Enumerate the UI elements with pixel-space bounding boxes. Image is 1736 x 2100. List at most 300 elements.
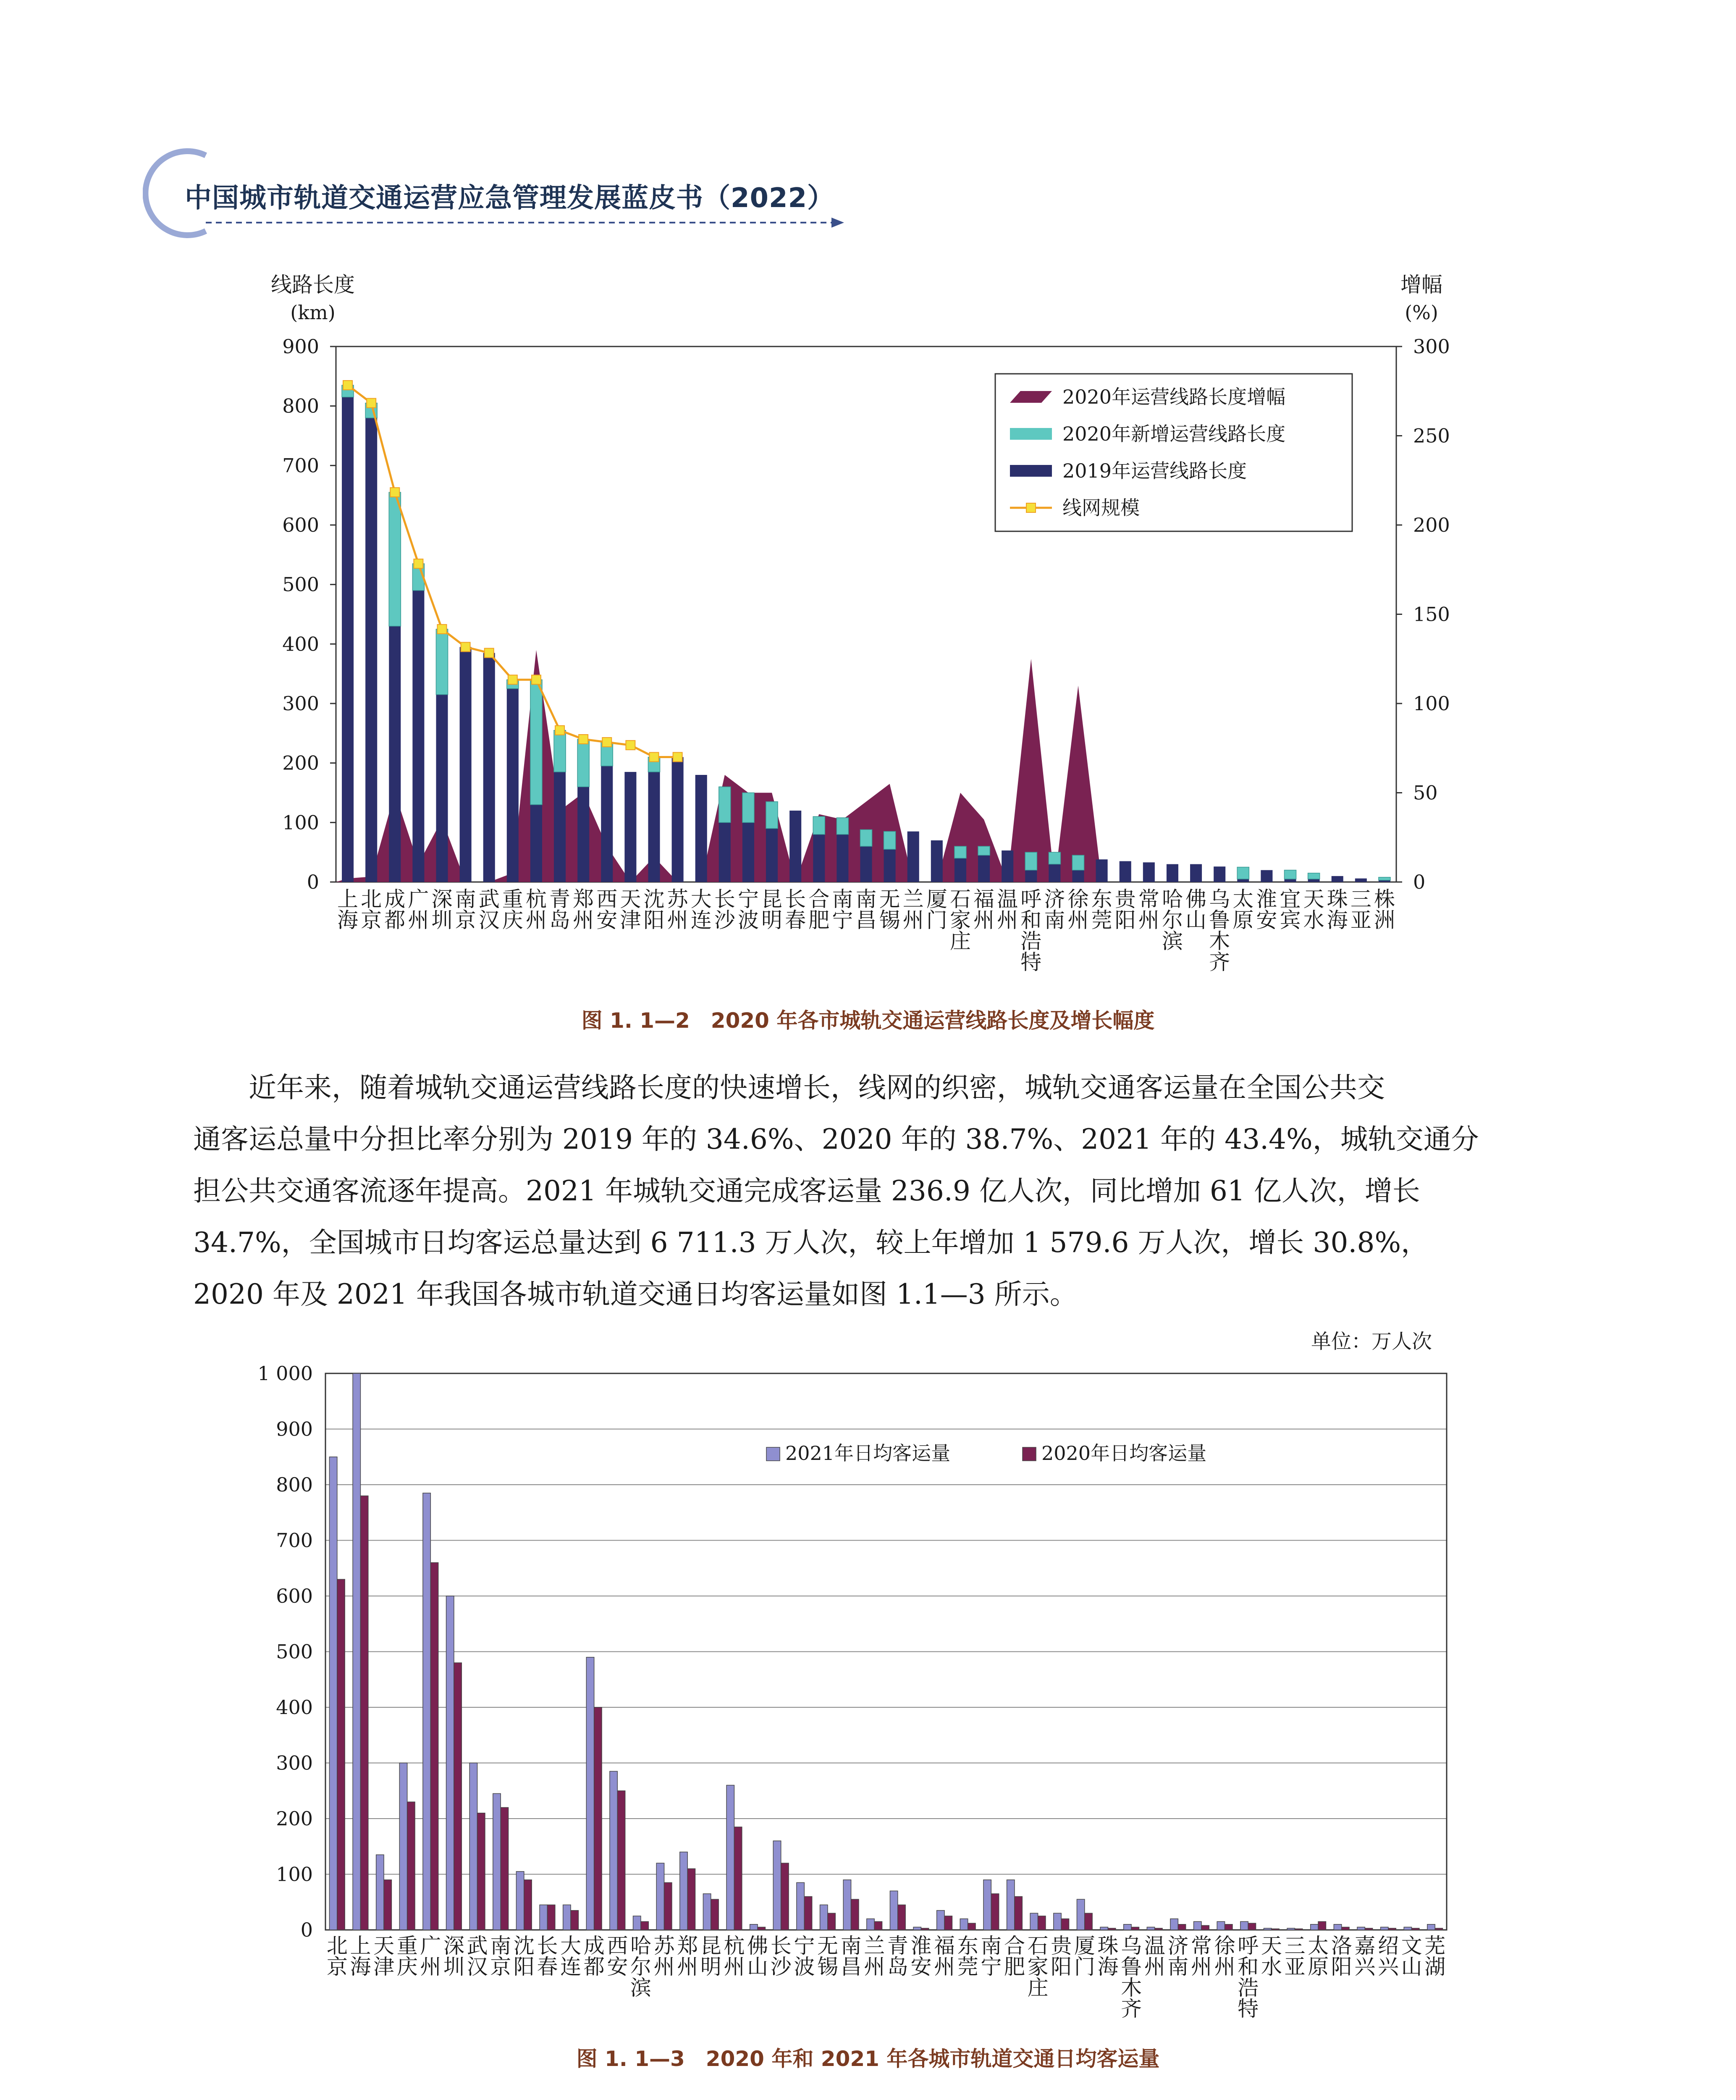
figure1-category-label (926, 887, 947, 932)
figure1-bar-2019 (907, 832, 919, 882)
figure2-bar-2021 (843, 1880, 851, 1930)
figure1-category-label-char: 特 (1020, 950, 1042, 974)
figure1-bar-2019 (719, 822, 731, 882)
figure1-category-label-char: 亚 (1350, 908, 1371, 932)
figure2-ytick-label: 600 (276, 1585, 313, 1607)
figure2-bar-2021 (680, 1852, 687, 1930)
figure2-category-label-char: 西 (607, 1934, 628, 1958)
figure1-category-label (502, 887, 523, 932)
figure2-category-label (514, 1934, 535, 1979)
figure1-yaxis-right-unit: (%) (1405, 301, 1438, 324)
figure1-legend-label: 2020年运营线路长度增幅 (1062, 386, 1286, 408)
figure2-category-label-char: 昆 (700, 1934, 721, 1958)
figure1-category-label-char: 呼 (1020, 887, 1042, 911)
figure2-bar-2020 (501, 1808, 508, 1930)
figure2-category-label-char: 芜 (1424, 1934, 1446, 1958)
figure2-ytick-label: 1 000 (257, 1362, 313, 1385)
figure1-category-label-char: 天 (620, 887, 641, 911)
figure1-category-label-char: 常 (1138, 887, 1159, 911)
figure2-category-label-char: 绍 (1377, 1934, 1399, 1958)
figure2-category-label-char: 宁 (981, 1955, 1002, 1979)
figure1-category-label-char: 石 (949, 887, 971, 911)
figure1-bar-2020-new (1072, 855, 1084, 870)
figure1-bar-2019 (1143, 862, 1155, 882)
figure2-category-label-char: 乌 (1121, 1934, 1142, 1958)
figure1-bar-2019 (507, 689, 519, 882)
figure2-category-label (700, 1934, 721, 1979)
figure2-bar-2021 (1240, 1922, 1248, 1930)
figure1-category-label-char: 阳 (1115, 908, 1136, 932)
figure1-category-label (1115, 887, 1137, 932)
figure2-bar-2021 (610, 1771, 617, 1930)
figure1-category-label-char: 长 (714, 887, 735, 911)
figure2-category-label-char: 京 (326, 1955, 348, 1979)
figure1-network-marker (532, 675, 541, 684)
figure1-category-label-char: 锡 (879, 908, 900, 932)
figure2-category-label-char: 波 (794, 1955, 815, 1979)
figure2-bar-2020 (1412, 1928, 1419, 1930)
figure2-ytick-label: 900 (276, 1418, 313, 1441)
figure1-bar-2019 (978, 855, 990, 882)
figure2-category-label-char: 武 (467, 1934, 488, 1958)
figure1-category-label-char: 尔 (1162, 908, 1183, 932)
figure1-category-label (1327, 887, 1348, 932)
figure2-category-label-char: 佛 (747, 1934, 768, 1958)
figure1-bar-2019 (1049, 864, 1060, 882)
figure2-bar-2020 (944, 1916, 952, 1930)
figure1-network-marker (626, 740, 635, 750)
figure1-category-label-char: 州 (667, 908, 688, 932)
figure2-category-label (841, 1934, 862, 1979)
figure1-category-label (1044, 887, 1065, 932)
figure2-category-label (373, 1934, 394, 1979)
figure2-category-label (1074, 1934, 1095, 1979)
figure2-category-label-char: 南 (981, 1934, 1002, 1958)
figure1-category-label (1303, 887, 1324, 932)
figure1-bar-2020-new (719, 787, 731, 822)
figure1-bar-2019 (766, 829, 778, 882)
figure1-bar-2019 (577, 787, 589, 882)
figure2-bar-2021 (1147, 1927, 1154, 1930)
figure2-bar-2020 (477, 1813, 485, 1930)
figure2-category-label (1261, 1934, 1282, 1979)
figure2-bar-2021 (540, 1905, 547, 1930)
figure1-category-label-char: 木 (1209, 929, 1230, 953)
figure2-bar-2020 (1061, 1919, 1069, 1930)
figure1-legend-marker-swatch (1026, 503, 1036, 512)
figure1-network-marker (343, 381, 352, 390)
figure1-category-label (526, 887, 547, 932)
figure1-category-label-char: 州 (997, 908, 1018, 932)
figure1-network-marker (579, 735, 588, 744)
figure1-category-label-char: 合 (808, 887, 830, 911)
figure2-bar-2021 (633, 1916, 641, 1930)
figure1-category-label-char: 大 (690, 887, 712, 911)
figure2-bar-2021 (937, 1911, 944, 1930)
figure1-category-label (361, 887, 382, 932)
figure1-category-label-char: 西 (596, 887, 618, 911)
figure2-bar-2021 (1404, 1927, 1411, 1930)
figure1-network-marker (555, 726, 564, 735)
figure2-category-label-char: 南 (490, 1934, 511, 1958)
figure1-category-label-char: 门 (926, 908, 947, 932)
figure2-category-label-char: 厦 (1074, 1934, 1095, 1958)
figure1-category-label-char: 宜 (1280, 887, 1301, 911)
figure2-bar-2020 (898, 1905, 905, 1930)
figure1-category-label (1138, 887, 1159, 932)
figure1-bar-2019 (389, 626, 401, 882)
figure2-bar-2021 (1264, 1928, 1271, 1930)
figure2-category-label (1378, 1934, 1399, 1979)
figure2-ytick-label: 0 (300, 1919, 313, 1941)
figure2-bar-2021 (1334, 1924, 1341, 1930)
figure2-category-label (1144, 1934, 1165, 1979)
figure2-category-label-char: 州 (1214, 1955, 1235, 1979)
figure2-category-label-char: 三 (1284, 1934, 1306, 1958)
figure2-category-label-char: 郑 (677, 1934, 698, 1958)
figure1-bar-2020-new (554, 730, 566, 772)
figure1-chart (0, 252, 1736, 991)
figure2-bar-2021 (1427, 1924, 1435, 1930)
figure1-category-label-char: 福 (973, 887, 995, 911)
figure1-category-label (1185, 887, 1206, 932)
figure2-category-label (771, 1934, 792, 1979)
figure2-bar-2021 (353, 1373, 360, 1930)
figure1-category-label-char: 安 (1256, 908, 1277, 932)
figure2-category-label-char: 合 (1004, 1934, 1025, 1958)
figure1-bar-2019 (1096, 859, 1108, 882)
figure1-category-label-char: 青 (549, 887, 571, 911)
figure2-category-label-char: 深 (443, 1934, 464, 1958)
figure1-category-label-char: 津 (620, 908, 641, 932)
figure1-bar-2020-new (1025, 852, 1037, 870)
figure2-bar-2020 (360, 1496, 368, 1930)
figure1-bar-2019 (884, 849, 896, 882)
figure2-category-label-char: 岛 (887, 1955, 908, 1979)
figure2-bar-2021 (1311, 1924, 1318, 1930)
figure1-ytick-right-label: 50 (1413, 781, 1438, 804)
figure2-category-label (910, 1934, 931, 1979)
figure2-category-label (1028, 1934, 1049, 2000)
figure2-category-label-char: 都 (583, 1955, 605, 1979)
figure2-category-label-char: 尔 (630, 1955, 651, 1979)
figure2-bar-2021 (516, 1872, 524, 1930)
figure1-category-label (573, 887, 594, 932)
figure1-bar-2020-new (860, 830, 872, 846)
figure1-category-label-char: 武 (478, 887, 500, 911)
figure1-ytick-left-label: 200 (282, 751, 319, 774)
figure1-category-label (455, 887, 476, 932)
figure2-bar-2021 (376, 1855, 384, 1930)
figure1-bar-2019 (1308, 879, 1320, 882)
figure1-bar-2020-new (1049, 852, 1060, 864)
figure1-bar-2019 (1190, 864, 1202, 882)
figure2-bar-2020 (594, 1707, 602, 1930)
figure2-bar-2020 (1365, 1928, 1372, 1930)
figure1-category-label (337, 887, 358, 932)
figure1-category-label-char: 洲 (1374, 908, 1395, 932)
figure1-category-label (997, 887, 1018, 932)
figure2-category-label-char: 呼 (1238, 1934, 1259, 1958)
figure2-category-label-char: 南 (840, 1934, 862, 1958)
figure1-bar-2019 (342, 397, 354, 882)
figure1-legend-label: 线网规模 (1062, 496, 1140, 519)
figure1-bar-2019 (601, 766, 613, 882)
figure2-bar-2020 (1131, 1927, 1139, 1930)
figure1-category-label-char: 贵 (1115, 887, 1136, 911)
figure1-category-label-char: 宁 (832, 908, 853, 932)
figure1-category-label-char: 波 (737, 908, 759, 932)
figure1-category-label-char: 水 (1303, 908, 1324, 932)
figure2-category-label-char: 重 (396, 1934, 418, 1958)
figure1-bar-2020-new (1308, 873, 1320, 879)
figure2-category-label-char: 春 (537, 1955, 558, 1979)
para1-line-5: 2020 年及 2021 年我国各城市轨道交通日均客运量如图 1.1—3 所示。 (193, 1278, 1078, 1310)
figure1-category-label (1256, 887, 1277, 932)
figure1-category-label-char: 昆 (761, 887, 783, 911)
figure2-category-label-char: 滨 (630, 1976, 651, 2000)
figure1-bar-2019 (672, 757, 684, 882)
figure1-ytick-right-label: 200 (1413, 514, 1450, 536)
figure2-category-label (981, 1934, 1002, 1979)
figure2-category-label-char: 洛 (1331, 1934, 1352, 1958)
figure2-bar-2021 (1124, 1924, 1131, 1930)
figure1-category-label (832, 887, 853, 932)
figure1-category-label-char: 南 (832, 887, 853, 911)
figure2-bar-2020 (1342, 1927, 1349, 1930)
figure1-category-label (691, 887, 712, 932)
figure2-category-label (537, 1934, 558, 1979)
figure2-category-label-char: 州 (1144, 1955, 1165, 1979)
para1-line-2: 通客运总量中分担比率分别为 2019 年的 34.6%、2020 年的 38.7%、2021 年的 43.4%，城轨交通分 (193, 1123, 1479, 1155)
figure1-category-label-char: 安 (596, 908, 618, 932)
figure2-category-label (747, 1934, 768, 1979)
figure1-category-label-char: 州 (1138, 908, 1159, 932)
figure2-bar-2020 (384, 1880, 391, 1930)
figure1-bar-2019 (742, 822, 754, 882)
figure2-bar-2020 (851, 1899, 859, 1930)
para1-line-4: 34.7%，全国城市日均客运总量达到 6 711.3 万人次，较上年增加 1 579.6 万人次，增长 30.8%， (193, 1226, 1429, 1259)
figure1-bar-2020-new (978, 846, 990, 855)
figure2-category-label-char: 圳 (443, 1955, 464, 1979)
figure1-bar-2019 (648, 772, 660, 882)
figure2-category-label-char: 庆 (396, 1955, 418, 1979)
figure1-legend (995, 374, 1352, 531)
figure1-category-label-char: 原 (1233, 908, 1254, 932)
figure1-category-label-char: 广 (408, 887, 429, 911)
figure2-category-label-char: 兴 (1354, 1955, 1376, 1979)
figure2-category-label-char: 山 (1401, 1955, 1422, 1979)
figure1-category-label-char: 上 (337, 887, 359, 911)
figure2-category-label-char: 南 (1167, 1955, 1189, 1979)
figure2-category-label (724, 1934, 745, 1979)
figure2-category-label-char: 徐 (1214, 1934, 1235, 1958)
figure2-ytick-label: 700 (276, 1529, 313, 1552)
figure1-network-marker (414, 559, 423, 568)
figure1-category-label-char: 京 (455, 908, 476, 932)
figure2-ytick-label: 100 (276, 1863, 313, 1886)
figure1-ytick-left-label: 100 (282, 811, 319, 834)
figure2-category-label (677, 1934, 698, 1979)
figure2-legend (766, 1442, 1206, 1465)
figure1-bar-2020-new (1237, 867, 1249, 879)
figure1-category-label-char: 珠 (1327, 887, 1348, 911)
figure1-network-marker (367, 399, 376, 408)
figure2-bar-2021 (797, 1882, 804, 1930)
figure1-category-label-char: 南 (855, 887, 877, 911)
figure1-category-label-char: 兰 (902, 887, 924, 911)
figure2-category-label-char: 宁 (794, 1934, 815, 1958)
figure1-category-label-char: 南 (455, 887, 476, 911)
figure1-bar-2019 (1261, 870, 1272, 882)
figure2-bar-2020 (1015, 1897, 1022, 1930)
figure1-ytick-left-label: 900 (282, 335, 319, 358)
figure1-category-label-char: 鲁 (1209, 908, 1230, 932)
figure2-bar-2020 (1388, 1928, 1396, 1930)
figure1-legend-bar-swatch (1010, 465, 1052, 477)
figure1-bar-2020-new (884, 832, 896, 850)
figure2-category-label-char: 安 (910, 1955, 932, 1979)
figure2-category-label (1167, 1934, 1188, 1979)
figure2-bar-2020 (571, 1911, 578, 1930)
figure1-category-label-char: 庆 (502, 908, 523, 932)
figure2-bar-2021 (1170, 1919, 1178, 1930)
figure2-bar-2020 (711, 1899, 719, 1930)
figure2-category-label-char: 沙 (770, 1955, 792, 1979)
figure1-category-label-char: 海 (337, 908, 359, 932)
figure2-category-label (1121, 1934, 1142, 2020)
figure2-category-label-char: 齐 (1121, 1997, 1142, 2020)
figure2-ytick-label: 800 (276, 1473, 313, 1496)
figure1-category-label (785, 887, 806, 932)
figure1-bar-2019 (412, 591, 424, 882)
figure2-category-label-char: 和 (1238, 1955, 1259, 1979)
figure2-legend-label: 2020年日均客运量 (1041, 1442, 1207, 1465)
figure1-category-label-char: 长 (785, 887, 806, 911)
figure2-caption: 图 1. 1—3 2020 年和 2021 年各城市轨道交通日均客运量 (576, 2047, 1160, 2071)
figure2-bar-2020 (1435, 1928, 1442, 1930)
figure2-category-label-char: 阳 (1331, 1955, 1352, 1979)
figure2-category-label-char: 海 (350, 1955, 371, 1979)
figure2-bar-2021 (703, 1894, 711, 1930)
figure1-category-label-char: 州 (525, 908, 547, 932)
figure1-category-label (761, 887, 782, 932)
figure1-ytick-right-label: 0 (1413, 871, 1426, 893)
figure2-category-label (1401, 1934, 1422, 1979)
figure1-bar-2019 (1120, 861, 1131, 882)
figure1-category-label (1233, 887, 1253, 932)
figure2-legend-swatch (766, 1447, 780, 1461)
figure2-category-label-char: 庄 (1027, 1976, 1049, 2000)
figure1-category-label (1020, 887, 1041, 974)
figure2-category-label-char: 贵 (1051, 1934, 1072, 1958)
figure2-category-label-char: 津 (373, 1955, 395, 1979)
figure2-category-label (467, 1934, 488, 1979)
figure2-bar-2021 (867, 1919, 874, 1930)
header-arrow-icon (831, 218, 844, 228)
figure2-category-label-char: 长 (537, 1934, 558, 1958)
figure1-bar-2019 (483, 653, 495, 882)
figure1-category-label (384, 887, 405, 932)
figure2-category-label-char: 无 (817, 1934, 838, 1958)
figure1-category-label-char: 和 (1020, 908, 1042, 932)
figure1-legend-label: 2019年运营线路长度 (1062, 459, 1247, 482)
figure1-category-label (620, 887, 641, 932)
figure2-ytick-label: 200 (276, 1807, 313, 1830)
figure1-category-label (856, 887, 877, 932)
figure2-unit-label: 单位：万人次 (1311, 1330, 1432, 1353)
figure1-category-label-char: 州 (408, 908, 429, 932)
figure1-bar-2019 (365, 418, 377, 882)
figure2-category-label (817, 1934, 838, 1979)
figure2-category-label-char: 东 (957, 1934, 978, 1958)
figure1-category-label (808, 887, 829, 932)
figure2-category-label-char: 广 (420, 1934, 441, 1958)
figure2-category-label-char: 石 (1027, 1934, 1049, 1958)
figure2-category-label-char: 昌 (840, 1955, 862, 1979)
figure2-bar-2020 (407, 1802, 415, 1930)
figure1-category-label-char: 莞 (1091, 908, 1112, 932)
figure2-bar-2021 (1007, 1880, 1015, 1930)
figure2-category-label (327, 1934, 348, 1979)
figure1-ytick-right-label: 250 (1413, 424, 1450, 447)
figure2-bar-2020 (617, 1791, 625, 1930)
figure2-bar-2020 (524, 1880, 532, 1930)
figure2-category-label-char: 青 (887, 1934, 908, 1958)
figure1-bar-2019 (1355, 879, 1367, 882)
figure1-bar-2020-new (389, 492, 401, 626)
figure2-category-label-char: 家 (1027, 1955, 1049, 1979)
figure1-category-label-char: 成 (384, 887, 406, 911)
body-paragraph-1 (193, 1062, 1537, 1320)
figure1-category-label-char: 东 (1091, 887, 1112, 911)
figure2-category-label-char: 济 (1167, 1934, 1189, 1958)
figure2-bar-2020 (641, 1922, 648, 1930)
figure1-category-label-char: 庄 (949, 929, 971, 953)
figure1-category-label-char: 天 (1303, 887, 1324, 911)
figure1-category-label-char: 温 (997, 887, 1018, 911)
figure2-category-label-char: 州 (420, 1955, 441, 1979)
figure1-ytick-left-label: 300 (282, 692, 319, 715)
figure2-bar-2020 (1085, 1913, 1092, 1930)
figure2-bar-2021 (726, 1785, 734, 1930)
figure1-bar-2019 (1214, 866, 1225, 882)
figure1-network-marker (602, 738, 611, 747)
figure1-category-label-char: 圳 (431, 908, 453, 932)
para1-line-1: 近年来，随着城轨交通运营线路长度的快速增长，线网的织密，城轨交通客运量在全国公共交 (249, 1071, 1385, 1104)
figure1-caption: 图 1. 1—2 2020 年各市城轨交通运营线路长度及增长幅度 (581, 1008, 1155, 1033)
figure2-bar-2021 (493, 1793, 501, 1930)
figure2-category-label (1214, 1934, 1235, 1979)
figure2-category-label-char: 亚 (1284, 1955, 1306, 1979)
figure2-chart (0, 1315, 1736, 2020)
figure2-category-label-char: 文 (1401, 1934, 1422, 1958)
figure2-category-label-char: 福 (934, 1934, 955, 1958)
figure1-category-label-char: 佛 (1185, 887, 1207, 911)
figure1-category-label-char: 家 (949, 908, 971, 932)
figure2-bar-2020 (874, 1922, 882, 1930)
figure2-bar-2021 (329, 1457, 337, 1930)
figure2-category-label-char: 北 (326, 1934, 348, 1958)
figure2-bar-2021 (913, 1927, 921, 1930)
figure2-category-label (1238, 1934, 1259, 2020)
figure2-bar-2020 (337, 1579, 345, 1930)
figure2-category-label-char: 莞 (957, 1955, 978, 1979)
figure2-ytick-label: 400 (276, 1696, 313, 1719)
figure1-category-label-char: 苏 (667, 887, 688, 911)
figure1-bar-2019 (837, 835, 848, 882)
figure1-category-label-char: 济 (1044, 887, 1065, 911)
